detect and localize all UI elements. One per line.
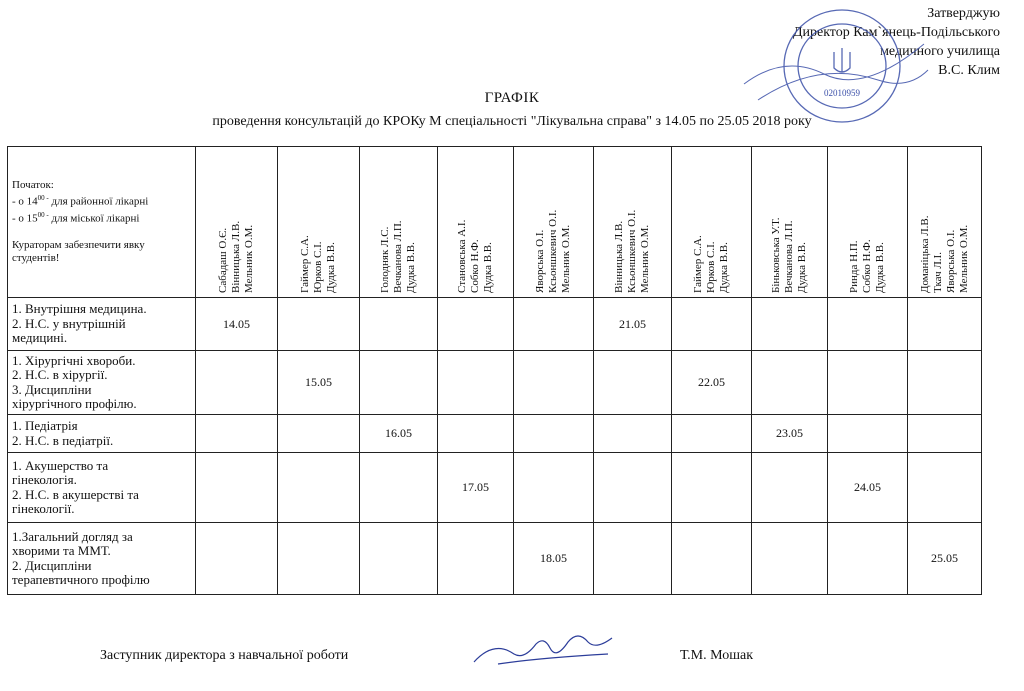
document-title: ГРАФІК <box>484 90 540 106</box>
teacher-name: Мельник О.М. <box>639 224 651 293</box>
teacher-name: Собко Н.Ф. <box>469 239 481 293</box>
date-cell <box>672 415 752 453</box>
date-cell <box>594 523 672 595</box>
stamp-number: 02010959 <box>824 88 860 98</box>
teacher-name: Ксьоншкевич О.І. <box>626 209 638 293</box>
subject-line: 2. Н.С. в акушерстві та <box>12 486 139 502</box>
date-cell <box>752 453 828 523</box>
subject-line: хворими та ММТ. <box>12 543 111 558</box>
approval-line: медичного училища <box>880 44 1000 59</box>
schedule-table <box>7 146 982 595</box>
date-cell <box>908 453 982 523</box>
date-cell <box>360 523 438 595</box>
teacher-name: Ринда Н.П. <box>848 240 860 293</box>
date-cell: 15.05 <box>278 351 360 415</box>
teacher-name: Біньковська У.Т. <box>770 217 782 293</box>
date-cell <box>828 523 908 595</box>
subject-line: гінекологія. <box>12 472 77 487</box>
deputy-name: Т.М. Мошак <box>680 648 753 663</box>
date-cell <box>672 298 752 351</box>
approval-line: Затверджую <box>927 6 1000 21</box>
teacher-name: Гаймер С.А. <box>299 235 311 293</box>
date-cell <box>196 453 278 523</box>
subject-line: 1.Загальний догляд за <box>12 528 133 544</box>
date-cell <box>438 523 514 595</box>
teacher-name: Вечканова Л.П. <box>392 220 404 293</box>
intro-line: Кураторам забезпечити явку <box>12 238 145 251</box>
official-stamp <box>738 4 934 126</box>
column-header <box>438 147 514 298</box>
subject-line: 2. Дисципліни <box>12 557 92 573</box>
subject-line: хірургічного профілю. <box>12 396 137 411</box>
date-cell <box>514 453 594 523</box>
subject-line: 2. Н.С. в хірургії. <box>12 367 108 382</box>
date-cell <box>908 351 982 415</box>
date-cell <box>278 453 360 523</box>
table-row <box>8 453 982 523</box>
subject-line: 1. Акушерство та <box>12 457 109 473</box>
date-cell <box>828 298 908 351</box>
subject-cell <box>8 453 196 523</box>
subject-cell <box>8 298 196 351</box>
teacher-name: Ксьоншкевич О.І. <box>547 209 559 293</box>
date-cell <box>752 351 828 415</box>
teacher-name: Становська А.І. <box>456 219 468 293</box>
teacher-name: Яворська О.І. <box>534 229 546 293</box>
date-cell <box>752 298 828 351</box>
date-cell: 14.05 <box>196 298 278 351</box>
teacher-name: Мельник О.М. <box>957 224 970 293</box>
date-cell <box>360 453 438 523</box>
date-cell <box>594 351 672 415</box>
teacher-name: Дудка В.В. <box>874 242 886 293</box>
date-cell <box>752 523 828 595</box>
date-cell <box>438 351 514 415</box>
teacher-name: Дудка В.В. <box>482 242 494 293</box>
date-cell <box>196 523 278 595</box>
table-row <box>8 523 982 595</box>
date-cell: 24.05 <box>828 453 908 523</box>
date-cell <box>594 415 672 453</box>
deputy-title: Заступник директора з навчальної роботи <box>100 648 349 663</box>
column-header <box>908 147 982 298</box>
date-cell <box>828 351 908 415</box>
teacher-name: Голодняк Л.С. <box>379 226 391 293</box>
date-cell <box>828 415 908 453</box>
date-cell <box>514 351 594 415</box>
column-header <box>514 147 594 298</box>
teacher-name: Мельник О.М. <box>560 224 572 293</box>
date-cell: 25.05 <box>908 523 982 595</box>
date-cell: 23.05 <box>752 415 828 453</box>
subject-line: медицині. <box>12 330 68 346</box>
subject-line: терапевтичного профілю <box>12 572 150 587</box>
column-header <box>360 147 438 298</box>
teacher-name: Сабадаш О.Є. <box>217 227 229 293</box>
subject-line: 3. Дисципліни <box>12 381 92 397</box>
column-header <box>828 147 908 298</box>
date-cell <box>278 523 360 595</box>
date-cell <box>360 298 438 351</box>
date-cell: 16.05 <box>360 415 438 453</box>
date-cell <box>278 298 360 351</box>
subject-line: гінекології. <box>12 501 75 516</box>
teacher-name: Дудка В.В. <box>405 242 417 293</box>
date-cell <box>278 415 360 453</box>
intro-line: - о $14^{00 -}$ для районної лікарні <box>12 194 149 208</box>
column-header <box>672 147 752 298</box>
teacher-name: Доманіцька Л.В. <box>918 215 931 293</box>
date-cell: 18.05 <box>514 523 594 595</box>
table-row <box>8 415 982 453</box>
teacher-name: Вінницька Л.В. <box>613 220 625 293</box>
teacher-name: Гаймер С.А. <box>692 235 704 293</box>
document-subtitle: проведення консультацій до КРОКу М спеціальності "Лікувальна справа" з 14.05 по 25.05 2018 року <box>212 114 812 129</box>
date-cell <box>196 351 278 415</box>
date-cell <box>908 415 982 453</box>
subject-cell <box>8 415 196 453</box>
approval-line: В.С. Клим <box>938 63 1000 78</box>
teacher-name: Ткач Л.І. <box>931 252 944 293</box>
table-row <box>8 351 982 415</box>
subject-cell <box>8 523 196 595</box>
subject-cell <box>8 351 196 415</box>
date-cell: 21.05 <box>594 298 672 351</box>
teacher-name: Юрков С.І. <box>705 241 717 293</box>
subject-line: 1. Внутрішня медицина. <box>12 301 147 317</box>
teacher-name: Дудка В.В. <box>325 242 337 293</box>
teacher-name: Юрков С.І. <box>312 241 324 293</box>
date-cell <box>672 453 752 523</box>
date-cell <box>908 298 982 351</box>
table-row <box>8 298 982 351</box>
subject-line: 2. Н.С. у внутрішній <box>12 315 126 331</box>
teacher-name: Дудка В.В. <box>796 242 808 293</box>
teacher-name: Собко Н.Ф. <box>861 239 873 293</box>
intro-line: Початок: <box>12 179 54 192</box>
date-cell <box>514 298 594 351</box>
intro-line: студентів! <box>12 251 60 264</box>
intro-cell <box>8 147 196 298</box>
date-cell <box>360 351 438 415</box>
signature <box>468 634 618 674</box>
teacher-name: Вінницька Л.В. <box>230 220 242 293</box>
teacher-name: Дудка В.В. <box>718 242 730 293</box>
column-header <box>752 147 828 298</box>
teacher-name: Мельник О.М. <box>243 224 255 293</box>
subject-line: 1. Педіатрія <box>12 418 78 433</box>
intro-line: - о $15^{00 -}$ для міської лікарні <box>12 211 140 225</box>
teacher-name: Яворська О.І. <box>944 229 957 293</box>
date-cell <box>594 453 672 523</box>
approval-line: Директор Кам`янець-Подільського <box>792 25 1000 40</box>
date-cell <box>438 415 514 453</box>
column-header <box>196 147 278 298</box>
column-header <box>278 147 360 298</box>
subject-line: 1. Хірургічні хвороби. <box>12 352 136 368</box>
date-cell: 17.05 <box>438 453 514 523</box>
subject-line: 2. Н.С. в педіатрії. <box>12 432 114 448</box>
date-cell <box>514 415 594 453</box>
date-cell <box>672 523 752 595</box>
column-header <box>594 147 672 298</box>
date-cell <box>438 298 514 351</box>
teacher-name: Вечканова Л.П. <box>783 220 795 293</box>
date-cell <box>196 415 278 453</box>
date-cell: 22.05 <box>672 351 752 415</box>
